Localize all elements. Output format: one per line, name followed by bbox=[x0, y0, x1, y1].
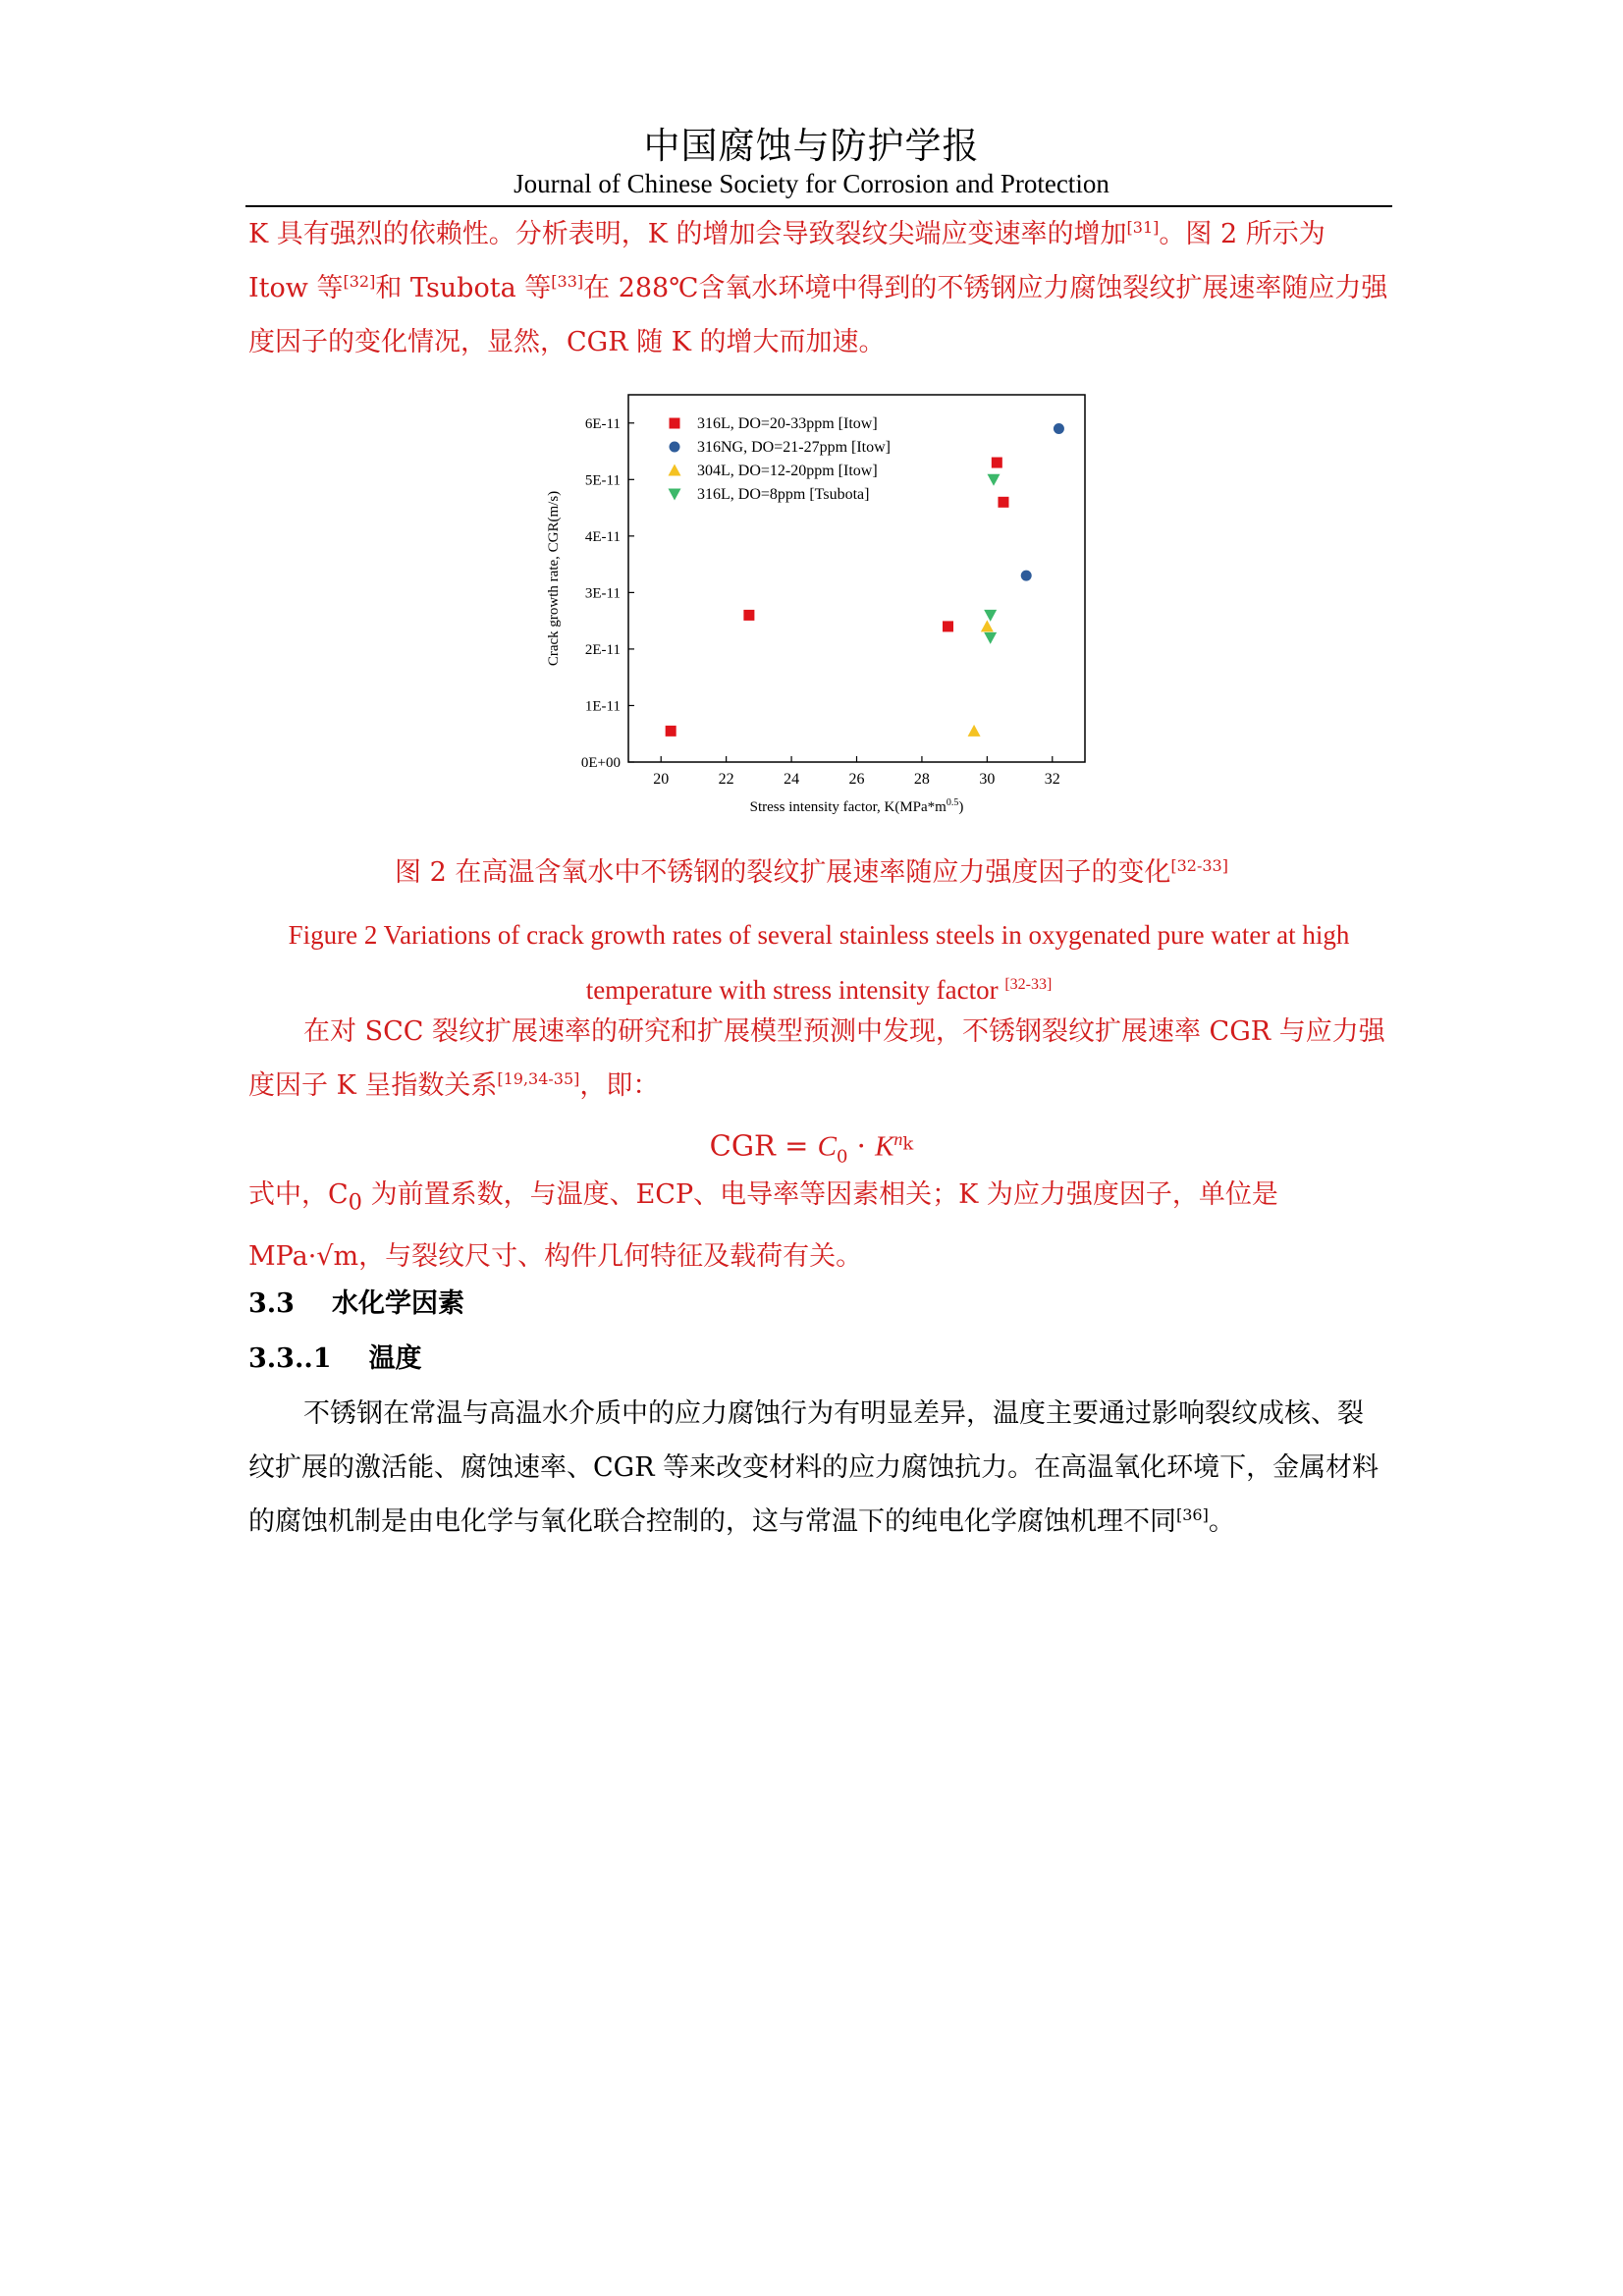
paragraph-formula-explanation bbox=[248, 1168, 1389, 1284]
y-tick-label: 1E-11 bbox=[584, 698, 621, 715]
x-tick-label: 20 bbox=[653, 771, 670, 788]
para3-text-2: 为前置系数，与温度、ECP、电导率等因素相关；K 为应力强度因子，单位是 MPa·√m，与裂纹尺寸、构件几何特征及载荷有关。 bbox=[248, 1179, 1278, 1273]
para2-text-1: 在对 SCC 裂纹扩展速率的研究和扩展模型预测中发现，不锈钢裂纹扩展速率 CGR 与应力强度因子 K 呈指数关系 bbox=[248, 1016, 1385, 1101]
data-point bbox=[984, 632, 997, 644]
section-title: 水化学因素 bbox=[331, 1288, 464, 1319]
caption-en-text: Figure 2 Variations of crack growth rates of several stainless steels in oxygenated pure water at high temperature with stress intensity factor bbox=[288, 920, 1350, 1005]
data-point bbox=[968, 725, 981, 737]
section-heading-3-3 bbox=[248, 1277, 464, 1331]
data-point bbox=[981, 620, 994, 631]
legend-marker bbox=[669, 489, 681, 501]
x-tick-label: 24 bbox=[784, 771, 800, 788]
legend-label: 316NG, DO=21-27ppm [Itow] bbox=[697, 439, 891, 456]
journal-title-en: Journal of Chinese Society for Corrosion and Protection bbox=[514, 169, 1109, 198]
data-point bbox=[666, 726, 676, 737]
y-tick-label: 5E-11 bbox=[584, 472, 621, 489]
para2-text-2: ，即： bbox=[579, 1070, 660, 1101]
x-tick-label: 32 bbox=[1044, 771, 1060, 788]
data-point bbox=[1054, 423, 1064, 434]
para3-sub: 0 bbox=[348, 1189, 362, 1216]
paragraph-temperature bbox=[248, 1387, 1389, 1549]
legend-marker bbox=[670, 442, 680, 453]
x-axis-label-end: ) bbox=[958, 799, 964, 815]
legend-label: 316L, DO=20-33ppm [Itow] bbox=[697, 415, 878, 432]
para1-text-4: 在 288℃含氧水环境中得到的不锈钢应力腐蚀裂纹扩展速率随应力强度因子的变化情况，显然，CGR 随 K 的增大而加速。 bbox=[248, 273, 1388, 357]
formula-c-sub: 0 bbox=[836, 1146, 848, 1168]
data-point bbox=[943, 621, 953, 631]
section-heading-3-3-1 bbox=[248, 1332, 422, 1386]
data-point bbox=[992, 458, 1002, 468]
y-axis-label: Crack growth rate, CGR(m/s) bbox=[546, 490, 562, 667]
para3-text-1: 式中，C bbox=[248, 1179, 349, 1210]
section-number: 3.3 bbox=[248, 1288, 295, 1319]
citation-36[interactable]: [36] bbox=[1176, 1505, 1209, 1524]
formula-lhs: CGR = bbox=[709, 1128, 818, 1163]
citation-31[interactable]: [31] bbox=[1126, 218, 1160, 237]
data-point bbox=[1021, 571, 1032, 581]
x-axis-label bbox=[750, 797, 964, 815]
citation-32[interactable]: [32] bbox=[343, 272, 376, 291]
y-tick-label: 0E+00 bbox=[580, 755, 621, 771]
formula-k: K bbox=[875, 1130, 894, 1163]
y-tick-label: 2E-11 bbox=[584, 641, 621, 658]
para1-text-3: 和 Tsubota 等 bbox=[375, 273, 552, 303]
caption-en-citation[interactable]: [32-33] bbox=[1004, 976, 1053, 993]
data-point bbox=[984, 610, 997, 622]
formula-exp-n: n bbox=[893, 1129, 903, 1149]
subsection-title: 温度 bbox=[368, 1343, 422, 1374]
caption-cn-text: 图 2 在高温含氧水中不锈钢的裂纹扩展速率随应力强度因子的变化 bbox=[395, 857, 1171, 888]
data-point bbox=[998, 497, 1008, 508]
x-tick-label: 22 bbox=[718, 771, 734, 788]
x-tick-label: 30 bbox=[979, 771, 996, 788]
journal-title-cn: 中国腐蚀与防护学报 bbox=[643, 125, 980, 167]
x-tick-label: 28 bbox=[913, 771, 930, 788]
citation-19-34-35[interactable]: [19,34-35] bbox=[497, 1069, 580, 1088]
data-point bbox=[743, 610, 754, 621]
formula-exponent bbox=[893, 1129, 914, 1155]
cgr-scatter-chart bbox=[530, 383, 1119, 835]
legend-marker bbox=[669, 465, 681, 476]
x-axis-label-main: Stress intensity factor, K(MPa*m bbox=[749, 799, 947, 815]
paragraph-cgr-model bbox=[248, 1005, 1389, 1113]
subsection-number: 3.3..1 bbox=[248, 1343, 332, 1374]
legend-marker bbox=[670, 418, 680, 429]
caption-cn-citation[interactable]: [32-33] bbox=[1170, 856, 1228, 875]
formula-exp-sub: k bbox=[902, 1133, 914, 1155]
y-tick-label: 4E-11 bbox=[584, 528, 621, 545]
formula-c: C bbox=[817, 1130, 837, 1163]
para1-text-2: 。图 2 所示为 Itow 等 bbox=[248, 219, 1325, 303]
legend-label: 304L, DO=12-20ppm [Itow] bbox=[697, 463, 878, 479]
paragraph-k-dependence bbox=[248, 207, 1389, 369]
y-tick-label: 3E-11 bbox=[584, 585, 621, 602]
formula-dot: · bbox=[847, 1128, 876, 1163]
figure-caption-en bbox=[248, 907, 1389, 1017]
data-point bbox=[988, 474, 1001, 486]
citation-33[interactable]: [33] bbox=[551, 272, 584, 291]
figure-caption-cn bbox=[0, 848, 1623, 898]
legend-label: 316L, DO=8ppm [Tsubota] bbox=[697, 486, 870, 503]
para4-text: 不锈钢在常温与高温水介质中的应力腐蚀行为有明显差异，温度主要通过影响裂纹成核、裂纹扩展的激活能、腐蚀速率、CGR 等来改变材料的应力腐蚀抗力。在高温氧化环境下，金属材料的腐蚀机制是由电化学与氧化联合控制的，这与常温下的纯电化学腐蚀机理不同 bbox=[248, 1398, 1380, 1537]
para4-end: 。 bbox=[1208, 1506, 1235, 1537]
x-axis-label-sup: 0.5 bbox=[946, 797, 959, 808]
para1-text-1: K 具有强烈的依赖性。分析表明，K 的增加会导致裂纹尖端应变速率的增加 bbox=[248, 219, 1127, 249]
y-tick-label: 6E-11 bbox=[584, 415, 621, 432]
x-tick-label: 26 bbox=[848, 771, 865, 788]
